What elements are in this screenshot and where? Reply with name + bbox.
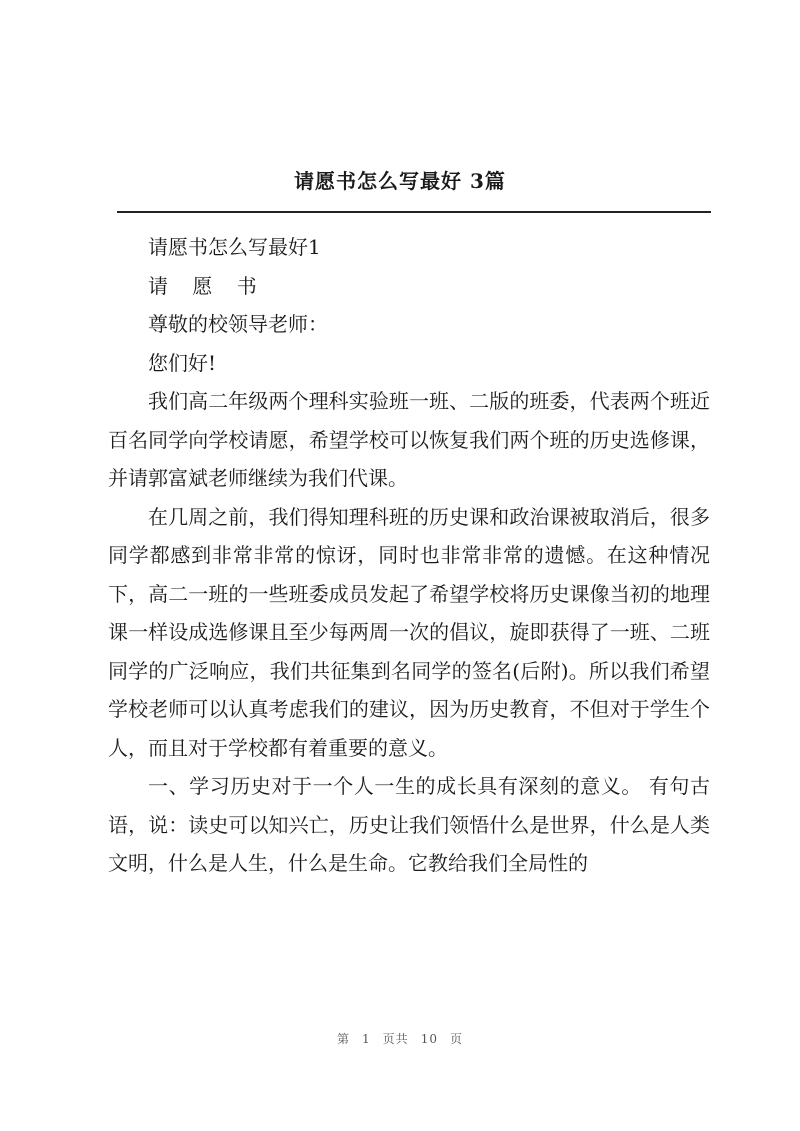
page-label-suffix: 页 xyxy=(449,1032,463,1046)
document-body xyxy=(108,228,710,883)
salutation: 尊敬的校领导老师： xyxy=(148,312,328,336)
page-label-prefix: 第 xyxy=(337,1032,351,1046)
page-total: 10 xyxy=(420,1032,438,1046)
greeting: 您们好! xyxy=(148,350,217,375)
body-paragraph: 我们高二年级两个理科实验班一班、二版的班委，代表两个班近百名同学向学校请愿，希望学校可以恢复我们两个班的历史选修课，并请郭富斌老师继续为我们代课。 xyxy=(108,389,710,490)
petition-heading: 请 愿 书 xyxy=(148,273,266,298)
body-paragraph: 在几周之前，我们得知理科班的历史课和政治课被取消后，很多同学都感到非常非常的惊讶，同时也非常非常的遗憾。在这种情况下，高二一班的一些班委成员发起了希望学校将历史课像当初的地理课一样设成选修课且至少每两周一次的倡议，旋即获得了一班、二班同学的广泛响应，我们共征集到名同学的签名(后附)。所以我们希望学校老师可以认真考虑我们的建议，因为历史教育，不但对于学生个人，而且对于学校都有着重要的意义。 xyxy=(108,504,710,760)
document-title: 请愿书怎么写最好 3篇 xyxy=(294,169,506,193)
page-footer xyxy=(0,1030,800,1047)
page-label-mid: 页共 xyxy=(382,1032,409,1046)
section-heading: 请愿书怎么写最好1 xyxy=(148,235,321,259)
page-current: 1 xyxy=(362,1032,371,1046)
body-paragraph: 一、学习历史对于一个人一生的成长具有深刻的意义。 有句古语，说：读史可以知兴亡，历史让我们领悟什么是世界，什么是人类文明，什么是人生，什么是生命。它教给我们全局性的 xyxy=(108,774,710,875)
title-divider xyxy=(117,211,711,213)
